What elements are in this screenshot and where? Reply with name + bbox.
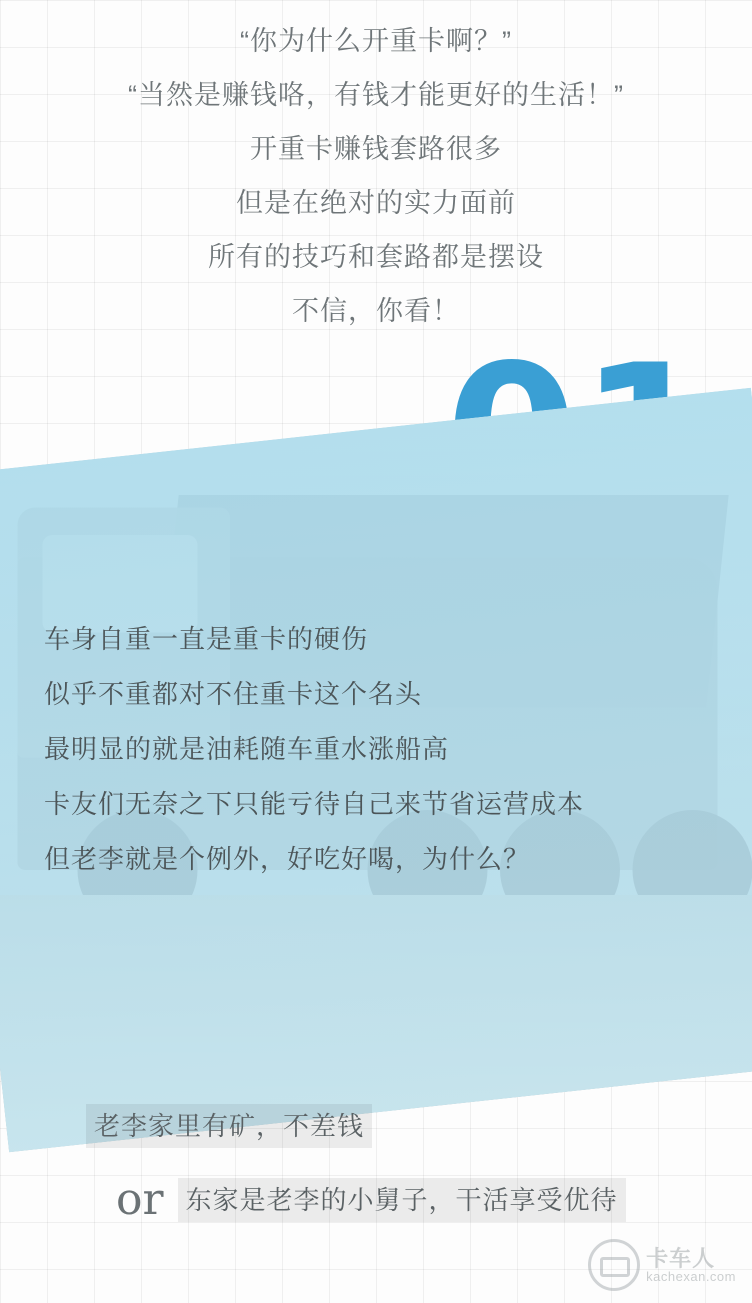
watermark [588,1239,736,1291]
watermark-en: kachexan.com [646,1268,736,1284]
option-first: 老李家里有矿，不差钱 [86,1104,372,1148]
watermark-cn: 卡车人 [646,1245,716,1271]
section-line: 但老李就是个例外，好吃好喝，为什么？ [44,844,531,874]
option-second: 东家是老李的小舅子，干活享受优待 [178,1178,626,1222]
section-line: 车身自重一直是重卡的硬伤 [44,624,369,654]
intro-line: 开重卡赚钱套路很多 [250,134,502,164]
intro-line: 所有的技巧和套路都是摆设 [208,242,544,272]
section-line: 卡友们无奈之下只能亏待自己来节省运营成本 [44,789,585,819]
option-second-row [116,1174,626,1226]
truck-logo-icon [588,1239,640,1291]
intro-line: “当然是赚钱咯，有钱才能更好的生活！” [128,80,624,110]
intro-line: “你为什么开重卡啊？” [240,26,512,56]
section-line: 最明显的就是油耗随车重水涨船高 [44,734,450,764]
watermark-text [646,1247,736,1284]
intro-line: 但是在绝对的实力面前 [236,188,516,218]
option-connector: or [116,1174,164,1225]
intro-line: 不信，你看！ [292,296,460,326]
section-text-block [44,612,734,887]
intro-text-block [0,14,752,338]
section-line: 似乎不重都对不住重卡这个名头 [44,679,423,709]
